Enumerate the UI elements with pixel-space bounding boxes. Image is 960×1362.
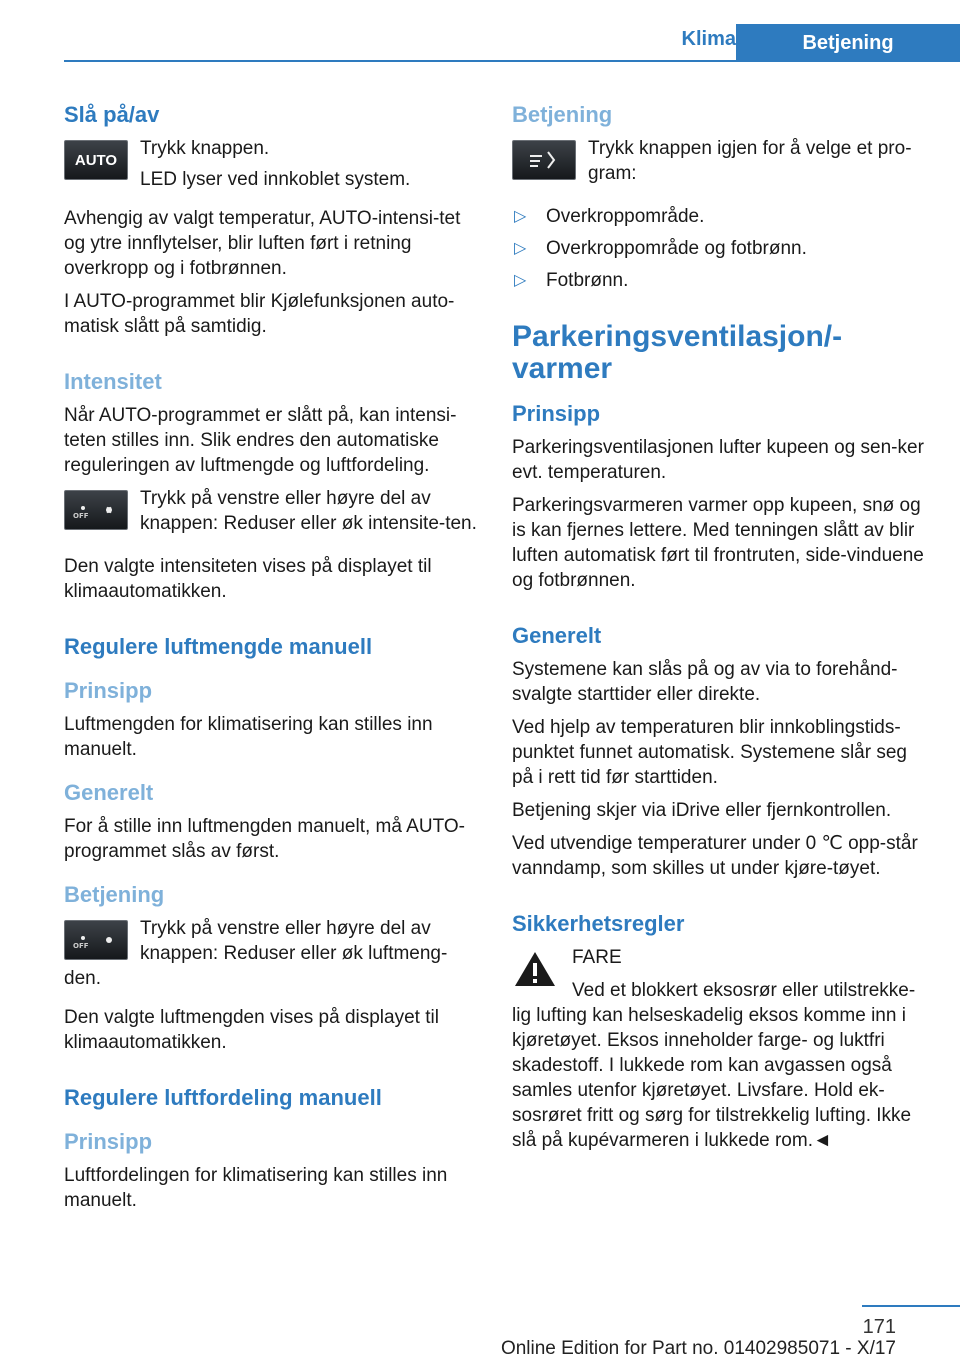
list-item: ▷ Overkroppområde og fotbrønn. [514, 238, 807, 259]
auto-led-note: LED lyser ved innkoblet system. [140, 169, 411, 190]
paragraph: Parkeringsvarmeren varmer opp kupeen, snø og is kan fjernes lettere. Med tenningen slått av blir luften automatisk ført til frontruten, side-vinduene og fotbrønnen. [512, 495, 924, 591]
section-title-betjening: Betjening [512, 102, 613, 127]
subtitle-generelt: Generelt [512, 623, 602, 648]
air-distribution-button-icon [512, 140, 576, 180]
paragraph: Systemene kan slås på og av via to forehånd-svalgte starttider eller direkte. [512, 659, 898, 705]
auto-button-row [64, 136, 478, 198]
section-title-intensitet: Intensitet [64, 369, 162, 394]
paragraph: Ved utvendige temperaturer under 0 ℃ opp-står vanndamp, som skilles ut under kjøre-tøyet. [512, 833, 918, 879]
header-tab-klima[interactable]: Klima [681, 28, 736, 50]
paragraph: Betjening skjer via iDrive eller fjernkontrollen. [512, 800, 892, 821]
warning-triangle-icon [512, 949, 558, 989]
program-instruction: Trykk knappen igjen for å velge et pro-gram: [588, 138, 912, 184]
auto-button-icon: AUTO [64, 140, 128, 180]
paragraph: Luftfordelingen for klimatisering kan stilles inn manuelt. [64, 1165, 448, 1211]
warning-block [512, 945, 930, 1153]
subtitle-sikkerhetsregler: Sikkerhetsregler [512, 911, 685, 936]
footer-edition: Online Edition for Part no. 01402985071 - X/17 [500, 1338, 896, 1359]
header-tab-betjening[interactable]: Betjening [736, 24, 960, 62]
triangle-bullet-icon: ▷ [514, 240, 527, 257]
subtitle-prinsipp: Prinsipp [64, 1129, 153, 1154]
triangle-bullet-icon: ▷ [514, 208, 527, 225]
section-title-sla-pa-av: Slå på/av [64, 102, 160, 127]
footer-rule [862, 1305, 960, 1307]
right-column [512, 100, 930, 1161]
svg-text:OFF: OFF [73, 942, 89, 950]
paragraph: Den valgte intensiteten vises på displayet til klimaautomatikken. [64, 556, 432, 602]
subtitle-prinsipp: Prinsipp [512, 401, 601, 426]
program-button-row [512, 136, 930, 196]
section-title-luftmengde: Regulere luftmengde manuell [64, 634, 373, 659]
paragraph: Luftmengden for klimatisering kan stilles inn manuelt. [64, 714, 433, 760]
intensity-button-row [64, 486, 478, 546]
airflow-instruction: Trykk på venstre eller høyre del av knappen: Reduser eller øk luftmeng-den. [64, 918, 448, 989]
subtitle-generelt: Generelt [64, 780, 154, 805]
triangle-bullet-icon: ▷ [514, 272, 527, 289]
paragraph: Parkeringsventilasjonen lufter kupeen og sen-ker evt. temperaturen. [512, 437, 924, 483]
subtitle-prinsipp: Prinsipp [64, 678, 153, 703]
left-column [64, 100, 478, 1221]
warning-text: Ved et blokkert eksosrør eller utilstrekke-lig lufting kan helseskadelig eksos komme inn i kjøretøyet. Eksos inneholder farge- og luktfri skadestoff. I lukkede rom kan avgassen også samles utenfor kjøretøyet. Livsfare. Hold ek-sosrøret fritt og sørg for tilstrekkelig lufting. Ikke slå på kupévarmeren i lukkede rom.◄ [512, 980, 916, 1151]
svg-text:OFF: OFF [73, 512, 89, 520]
fan-button-icon [64, 920, 128, 960]
paragraph: Avhengig av valgt temperatur, AUTO-intensi-tet og ytre innflytelser, blir luften ført i retning overkropp og i fotbrønnen. [64, 208, 461, 279]
paragraph: Ved hjelp av temperaturen blir innkoblingstids-punktet funnet automatisk. Systemene slår seg på i rett tid før starttiden. [512, 717, 907, 788]
program-list [512, 204, 930, 293]
paragraph: Når AUTO-programmet er slått på, kan intensi-teten stilles inn. Slik endres den automatiske reguleringen av luftmengde og luftfordeling. [64, 405, 457, 476]
paragraph: Den valgte luftmengden vises på displayet til klimaautomatikken. [64, 1007, 439, 1053]
airflow-button-row [64, 916, 478, 997]
section-title-luftfordeling: Regulere luftfordeling manuell [64, 1085, 382, 1110]
paragraph: For å stille inn luftmengden manuelt, må AUTO-programmet slås av først. [64, 816, 465, 862]
paragraph: I AUTO-programmet blir Kjølefunksjonen auto-matisk slått på samtidig. [64, 291, 455, 337]
page-number: 171 [862, 1316, 896, 1338]
intensity-instruction: Trykk på venstre eller høyre del av knappen: Reduser eller øk intensite-ten. [140, 488, 477, 534]
list-item: ▷ Fotbrønn. [514, 270, 629, 291]
fan-button-icon [64, 490, 128, 530]
warning-label: FARE [572, 947, 622, 968]
subtitle-betjening: Betjening [64, 882, 165, 907]
chapter-title: Parkeringsventilasjon/-varmer [512, 320, 843, 385]
list-item: ▷ Overkroppområde. [514, 206, 705, 227]
auto-instruction: Trykk knappen. [140, 138, 270, 159]
